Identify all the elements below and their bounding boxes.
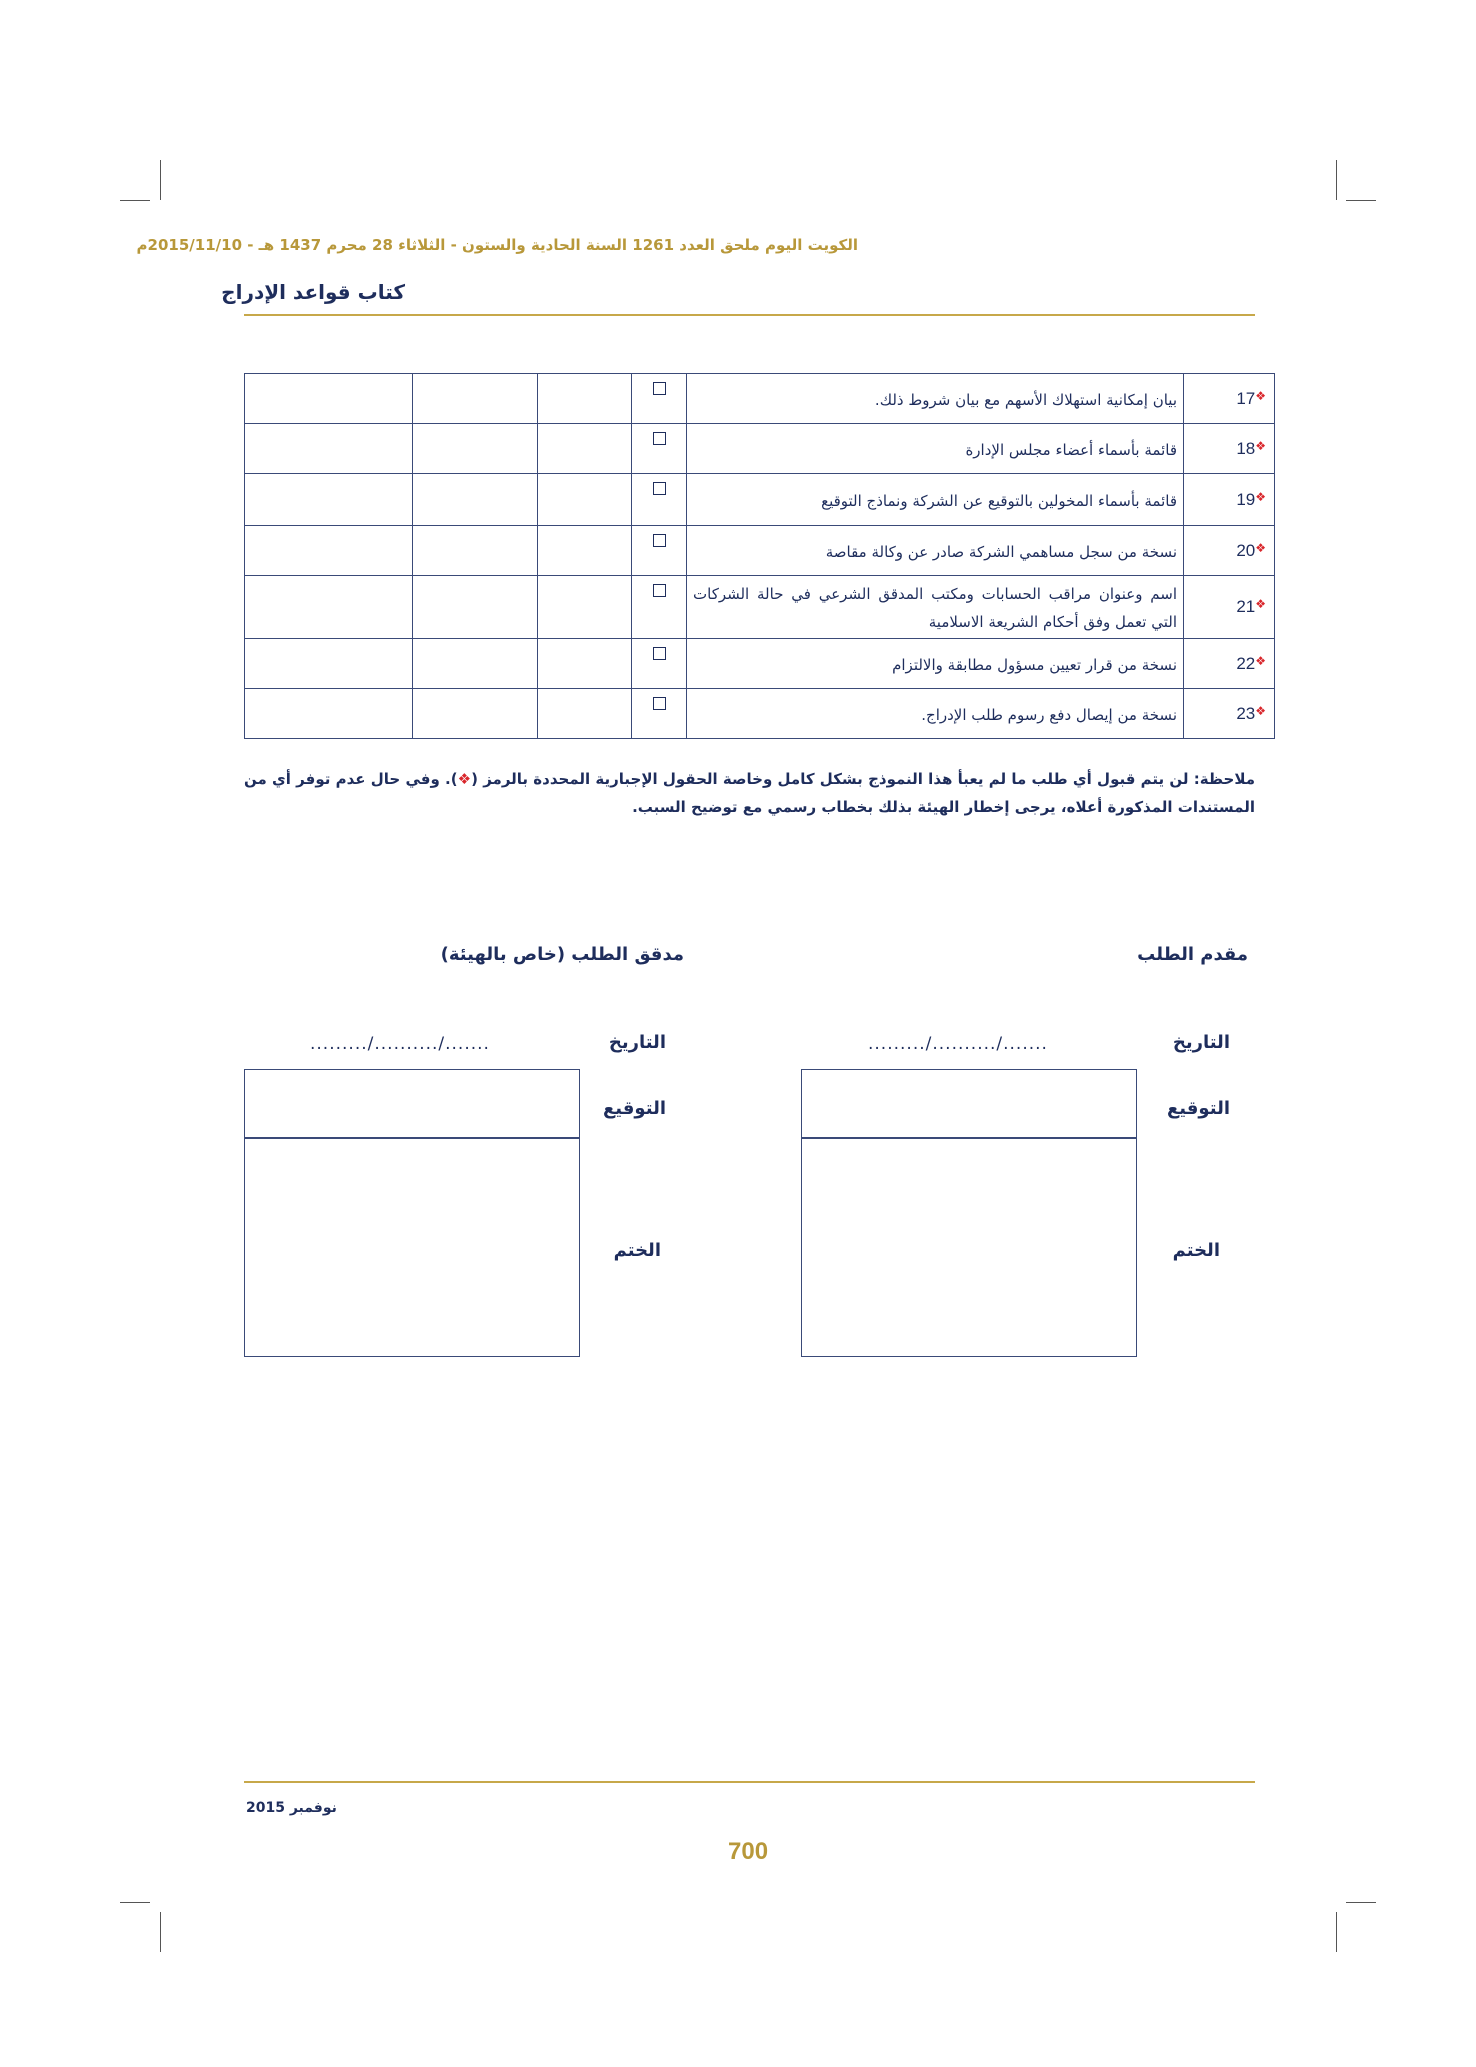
- applicant-date-label: التاريخ: [1172, 1032, 1230, 1053]
- row-blank-cell[interactable]: [538, 689, 632, 739]
- row-blank-cell[interactable]: [538, 424, 632, 474]
- checklist-row: [245, 526, 1275, 576]
- row-checkbox-cell: [632, 576, 687, 639]
- required-mark-icon: ❖: [1255, 703, 1266, 718]
- row-number: 17: [1236, 388, 1256, 408]
- row-blank-cell[interactable]: [245, 374, 413, 424]
- row-number-cell: [1184, 576, 1275, 639]
- crop-mark: [1336, 160, 1337, 200]
- row-blank-cell[interactable]: [413, 374, 538, 424]
- required-mark-icon: ❖: [1255, 388, 1266, 403]
- row-blank-cell[interactable]: [538, 639, 632, 689]
- header-rule: [244, 314, 1255, 316]
- applicant-stamp-box[interactable]: [801, 1137, 1137, 1357]
- issue-line: الكويت اليوم ملحق العدد 1261 السنة الحادية والستون - الثلاثاء 28 محرم 1437 هـ - 2015/11/10م: [136, 236, 858, 254]
- note-text-start: ملاحظة: لن يتم قبول أي طلب ما لم يعبأ هذا النموذج بشكل كامل وخاصة الحقول الإجبارية المحددة بالرمز (: [471, 770, 1256, 788]
- row-blank-cell[interactable]: [413, 576, 538, 639]
- applicant-title: مقدم الطلب: [1137, 944, 1248, 965]
- checklist-row: [245, 576, 1275, 639]
- row-blank-cell[interactable]: [538, 374, 632, 424]
- crop-mark: [1336, 1912, 1337, 1952]
- reviewer-stamp-box[interactable]: [244, 1137, 580, 1357]
- checkbox[interactable]: [653, 534, 666, 547]
- row-blank-cell[interactable]: [413, 689, 538, 739]
- row-blank-cell[interactable]: [245, 576, 413, 639]
- applicant-date-field[interactable]: ........./........../.......: [868, 1034, 1048, 1054]
- row-number-cell: [1184, 639, 1275, 689]
- required-mark-icon: ❖: [1255, 597, 1266, 611]
- reviewer-date-label: التاريخ: [608, 1032, 666, 1053]
- footer-month-year: نوفمبر 2015: [246, 1800, 337, 1816]
- crop-mark: [120, 200, 150, 201]
- row-description: نسخة من سجل مساهمي الشركة صادر عن وكالة مقاصة: [687, 526, 1184, 576]
- row-blank-cell[interactable]: [413, 526, 538, 576]
- reviewer-date-field[interactable]: ........./........../.......: [310, 1034, 490, 1054]
- applicant-signature-box[interactable]: [801, 1069, 1137, 1139]
- required-mark-icon: ❖: [1255, 489, 1266, 504]
- row-description: بيان إمكانية استهلاك الأسهم مع بيان شروط ذلك.: [687, 374, 1184, 424]
- crop-mark: [1346, 200, 1376, 201]
- reviewer-signature-box[interactable]: [244, 1069, 580, 1139]
- row-number: 18: [1236, 438, 1256, 458]
- row-number-cell: [1184, 474, 1275, 526]
- row-checkbox-cell: [632, 526, 687, 576]
- row-blank-cell[interactable]: [413, 474, 538, 526]
- footer-rule: [244, 1781, 1255, 1783]
- reviewer-title: مدقق الطلب (خاص بالهيئة): [440, 944, 684, 965]
- row-blank-cell[interactable]: [413, 639, 538, 689]
- row-description: قائمة بأسماء أعضاء مجلس الإدارة: [687, 424, 1184, 474]
- checklist-row: [245, 424, 1275, 474]
- row-checkbox-cell: [632, 424, 687, 474]
- row-blank-cell[interactable]: [245, 689, 413, 739]
- checkbox[interactable]: [653, 584, 666, 597]
- row-blank-cell[interactable]: [245, 639, 413, 689]
- applicant-signature-label: التوقيع: [1167, 1098, 1230, 1119]
- reviewer-stamp-label: الختم: [613, 1240, 661, 1261]
- checklist-row: [245, 474, 1275, 526]
- required-mark-icon: ❖: [1255, 438, 1266, 453]
- row-blank-cell[interactable]: [538, 576, 632, 639]
- required-mark-icon: ❖: [1255, 540, 1266, 555]
- row-number: 20: [1236, 540, 1256, 560]
- row-description: نسخة من قرار تعيين مسؤول مطابقة والالتزام: [687, 639, 1184, 689]
- mandatory-fields-note: [244, 765, 1255, 821]
- row-blank-cell[interactable]: [413, 424, 538, 474]
- row-checkbox-cell: [632, 474, 687, 526]
- row-number: 19: [1236, 489, 1256, 509]
- row-number-cell: [1184, 424, 1275, 474]
- row-number: 23: [1236, 703, 1256, 723]
- checklist-row: [245, 374, 1275, 424]
- crop-mark: [120, 1902, 150, 1903]
- required-mark-icon: ❖: [1255, 653, 1266, 668]
- row-number-cell: [1184, 374, 1275, 424]
- document-checklist-table: [244, 373, 1275, 739]
- row-number: 21: [1236, 597, 1256, 616]
- row-checkbox-cell: [632, 374, 687, 424]
- row-checkbox-cell: [632, 689, 687, 739]
- crop-mark: [160, 160, 161, 200]
- checkbox[interactable]: [653, 482, 666, 495]
- row-blank-cell[interactable]: [245, 474, 413, 526]
- row-blank-cell[interactable]: [538, 526, 632, 576]
- crop-mark: [1346, 1902, 1376, 1903]
- row-number: 22: [1236, 653, 1256, 673]
- row-blank-cell[interactable]: [245, 526, 413, 576]
- required-mark-icon: ❖: [457, 770, 472, 788]
- reviewer-signature-label: التوقيع: [603, 1098, 666, 1119]
- checkbox[interactable]: [653, 432, 666, 445]
- checklist-row: [245, 689, 1275, 739]
- applicant-stamp-label: الختم: [1172, 1240, 1220, 1261]
- checkbox[interactable]: [653, 647, 666, 660]
- row-description: اسم وعنوان مراقب الحسابات ومكتب المدقق الشرعي في حالة الشركات التي تعمل وفق أحكام الشريعة الاسلامية: [687, 576, 1184, 639]
- row-blank-cell[interactable]: [538, 474, 632, 526]
- row-description: قائمة بأسماء المخولين بالتوقيع عن الشركة ونماذج التوقيع: [687, 474, 1184, 526]
- checkbox[interactable]: [653, 697, 666, 710]
- row-number-cell: [1184, 526, 1275, 576]
- note-text-end: ). وفي حال عدم توفر أي من المستندات المذكورة أعلاه، يرجى إخطار الهيئة بذلك بخطاب رسمي مع توضيح السبب.: [244, 770, 1255, 816]
- row-blank-cell[interactable]: [245, 424, 413, 474]
- checklist-row: [245, 639, 1275, 689]
- row-description: نسخة من إيصال دفع رسوم طلب الإدراج.: [687, 689, 1184, 739]
- row-checkbox-cell: [632, 639, 687, 689]
- row-number-cell: [1184, 689, 1275, 739]
- section-title: كتاب قواعد الإدراج: [221, 280, 405, 304]
- page-number: 700: [728, 1838, 769, 1865]
- checkbox[interactable]: [653, 382, 666, 395]
- crop-mark: [160, 1912, 161, 1952]
